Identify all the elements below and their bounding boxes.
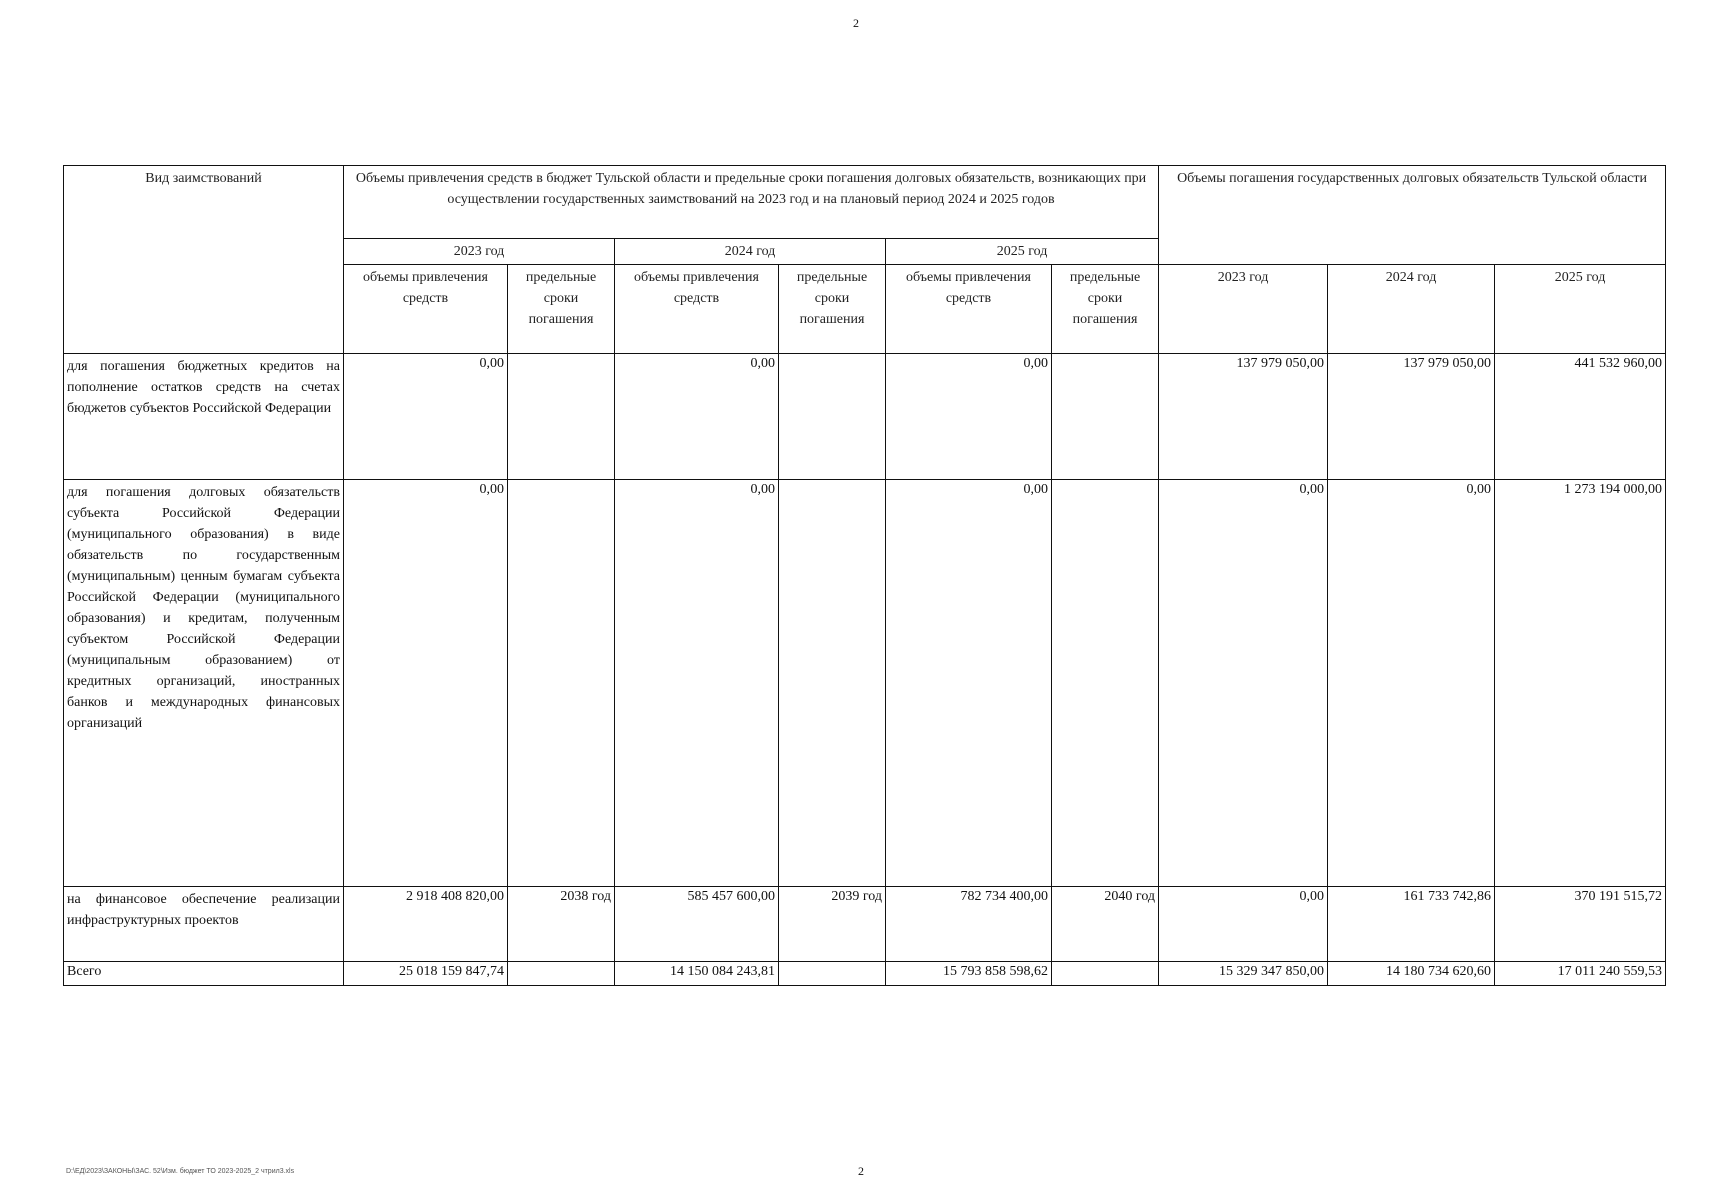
header-repay-2023: 2023 год bbox=[1159, 265, 1328, 354]
total-label: Всего bbox=[64, 962, 344, 986]
cell-term-2025 bbox=[1052, 480, 1159, 887]
header-attract-group: Объемы привлечения средств в бюджет Тульской области и предельные сроки погашения долговых обязательств, возникающих при осуществлении государственных заимствований на 2023 год и на плановый период 2024 и 2025 годов bbox=[344, 166, 1159, 239]
cell-attract-2024: 0,00 bbox=[615, 354, 779, 480]
cell-term-2025 bbox=[1052, 354, 1159, 480]
cell-attract-2025: 0,00 bbox=[886, 354, 1052, 480]
total-attract-2025: 15 793 858 598,62 bbox=[886, 962, 1052, 986]
cell-repay-2025: 370 191 515,72 bbox=[1495, 887, 1666, 962]
page-number-bottom: 2 bbox=[858, 1164, 864, 1178]
cell-term-2023: 2038 год bbox=[508, 887, 615, 962]
cell-term-2025: 2040 год bbox=[1052, 887, 1159, 962]
header-repay-2024: 2024 год bbox=[1328, 265, 1495, 354]
row-type: для погашения долговых обязательств субъекта Российской Федерации (муниципального образования) в виде обязательств по государственным (муниципальным) ценным бумагам субъекта Российской Федерации (муниципального образования) и кредитам, полученным субъектом Российской Федерации (муниципальным образованием) от кредитных организаций, иностранных банков и международных финансовых организаций bbox=[64, 480, 344, 887]
total-term-2025 bbox=[1052, 962, 1159, 986]
table-row bbox=[64, 354, 1666, 480]
cell-term-2024 bbox=[779, 480, 886, 887]
header-term-2024: предельные сроки погашения bbox=[779, 265, 886, 354]
header-type: Вид заимствований bbox=[64, 166, 344, 354]
header-row-1 bbox=[64, 166, 1666, 239]
cell-attract-2025: 782 734 400,00 bbox=[886, 887, 1052, 962]
header-year-2023: 2023 год bbox=[344, 239, 615, 265]
row-type: на финансовое обеспечение реализации инфраструктурных проектов bbox=[64, 887, 344, 962]
cell-attract-2024: 585 457 600,00 bbox=[615, 887, 779, 962]
total-repay-2024: 14 180 734 620,60 bbox=[1328, 962, 1495, 986]
header-repay-group: Объемы погашения государственных долговых обязательств Тульской области bbox=[1159, 166, 1666, 265]
cell-repay-2024: 161 733 742,86 bbox=[1328, 887, 1495, 962]
cell-repay-2025: 441 532 960,00 bbox=[1495, 354, 1666, 480]
cell-repay-2024: 137 979 050,00 bbox=[1328, 354, 1495, 480]
borrowings-table bbox=[63, 165, 1666, 986]
header-attract-2025: объемы привлечения средств bbox=[886, 265, 1052, 354]
header-term-2023: предельные сроки погашения bbox=[508, 265, 615, 354]
cell-term-2024 bbox=[779, 354, 886, 480]
cell-attract-2023: 2 918 408 820,00 bbox=[344, 887, 508, 962]
header-year-2025: 2025 год bbox=[886, 239, 1159, 265]
total-repay-2023: 15 329 347 850,00 bbox=[1159, 962, 1328, 986]
table-row bbox=[64, 480, 1666, 887]
cell-attract-2024: 0,00 bbox=[615, 480, 779, 887]
header-year-2024: 2024 год bbox=[615, 239, 886, 265]
header-repay-2025: 2025 год bbox=[1495, 265, 1666, 354]
header-attract-2023: объемы привлечения средств bbox=[344, 265, 508, 354]
table-row bbox=[64, 887, 1666, 962]
total-term-2024 bbox=[779, 962, 886, 986]
total-term-2023 bbox=[508, 962, 615, 986]
cell-term-2023 bbox=[508, 354, 615, 480]
cell-attract-2025: 0,00 bbox=[886, 480, 1052, 887]
cell-term-2024: 2039 год bbox=[779, 887, 886, 962]
cell-repay-2023: 0,00 bbox=[1159, 480, 1328, 887]
cell-repay-2024: 0,00 bbox=[1328, 480, 1495, 887]
cell-attract-2023: 0,00 bbox=[344, 354, 508, 480]
header-term-2025: предельные сроки погашения bbox=[1052, 265, 1159, 354]
total-repay-2025: 17 011 240 559,53 bbox=[1495, 962, 1666, 986]
cell-repay-2023: 137 979 050,00 bbox=[1159, 354, 1328, 480]
cell-repay-2025: 1 273 194 000,00 bbox=[1495, 480, 1666, 887]
cell-term-2023 bbox=[508, 480, 615, 887]
header-attract-2024: объемы привлечения средств bbox=[615, 265, 779, 354]
total-attract-2023: 25 018 159 847,74 bbox=[344, 962, 508, 986]
row-type: для погашения бюджетных кредитов на пополнение остатков средств на счетах бюджетов субъектов Российской Федерации bbox=[64, 354, 344, 480]
total-row bbox=[64, 962, 1666, 986]
cell-repay-2023: 0,00 bbox=[1159, 887, 1328, 962]
cell-attract-2023: 0,00 bbox=[344, 480, 508, 887]
total-attract-2024: 14 150 084 243,81 bbox=[615, 962, 779, 986]
footer-file-path: D:\ЕД\2023\ЗАКОНЫ\ЗАС. 52\Изм. бюджет ТО 2023-2025_2 чтрил3.xls bbox=[66, 1168, 295, 1175]
page-number-top: 2 bbox=[853, 16, 859, 30]
